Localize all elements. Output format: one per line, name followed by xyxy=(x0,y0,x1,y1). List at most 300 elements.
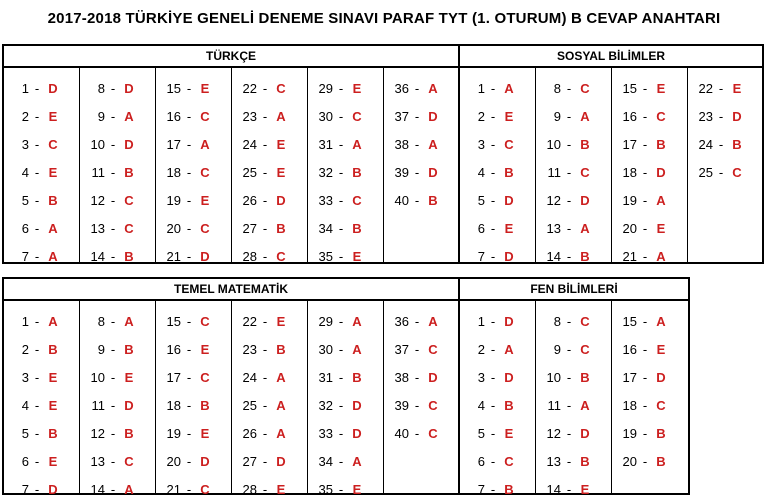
separator-dash: - xyxy=(414,425,420,441)
question-number: 20 xyxy=(166,453,181,469)
answer-item xyxy=(536,363,611,391)
answer-letter: B xyxy=(276,220,286,236)
answer-letter: A xyxy=(580,397,590,413)
question-number: 40 xyxy=(394,425,409,441)
answer-letter: A xyxy=(504,341,514,357)
question-number: 37 xyxy=(394,108,409,124)
separator-dash: - xyxy=(110,192,116,208)
question-number: 18 xyxy=(622,164,637,180)
answer-letter: C xyxy=(352,108,362,124)
answer-item xyxy=(156,242,231,270)
separator-dash: - xyxy=(34,80,40,96)
answer-item xyxy=(156,74,231,102)
answer-item xyxy=(232,158,307,186)
question-number: 3 xyxy=(477,136,485,152)
answer-item xyxy=(612,419,688,447)
answer-item xyxy=(536,130,611,158)
question-number: 39 xyxy=(394,397,409,413)
answer-letter: C xyxy=(732,164,742,180)
question-number: 23 xyxy=(698,108,713,124)
answer-letter: A xyxy=(352,136,362,152)
separator-dash: - xyxy=(338,397,344,413)
separator-dash: - xyxy=(490,369,496,385)
question-number: 33 xyxy=(318,192,333,208)
question-number: 11 xyxy=(547,164,561,180)
answer-item xyxy=(612,307,688,335)
separator-dash: - xyxy=(338,220,344,236)
answer-column xyxy=(308,68,384,262)
answer-item xyxy=(80,475,155,503)
separator-dash: - xyxy=(34,369,40,385)
answer-item xyxy=(4,475,79,503)
separator-dash: - xyxy=(262,108,268,124)
answer-item xyxy=(536,102,611,130)
answer-item xyxy=(612,363,688,391)
answer-item xyxy=(80,158,155,186)
separator-dash: - xyxy=(186,136,192,152)
answer-letter: C xyxy=(580,341,590,357)
answer-item xyxy=(536,391,611,419)
answer-letter: E xyxy=(48,453,58,469)
answer-letter: E xyxy=(48,397,58,413)
answer-letter: C xyxy=(276,80,286,96)
separator-dash: - xyxy=(34,425,40,441)
question-number: 14 xyxy=(90,481,105,497)
answer-letter: A xyxy=(124,108,134,124)
separator-dash: - xyxy=(414,313,420,329)
answer-letter: B xyxy=(656,136,666,152)
answer-letter: A xyxy=(276,108,286,124)
answer-letter: C xyxy=(124,453,134,469)
answer-letter: C xyxy=(504,453,514,469)
separator-dash: - xyxy=(262,136,268,152)
question-number: 12 xyxy=(90,425,105,441)
answer-letter: E xyxy=(200,80,210,96)
question-number: 33 xyxy=(318,425,333,441)
answer-letter: D xyxy=(200,248,210,264)
answer-letter: B xyxy=(504,397,514,413)
answer-letter: A xyxy=(48,248,58,264)
answer-item xyxy=(4,419,79,447)
answer-item xyxy=(308,475,383,503)
question-number: 23 xyxy=(242,341,257,357)
answer-letter: B xyxy=(124,164,134,180)
answer-column xyxy=(4,68,80,262)
question-number: 18 xyxy=(166,164,181,180)
question-number: 9 xyxy=(97,108,105,124)
answer-letter: A xyxy=(276,397,286,413)
answer-letter: E xyxy=(504,425,514,441)
separator-dash: - xyxy=(490,397,496,413)
section-title: SOSYAL BİLİMLER xyxy=(460,46,762,68)
answer-letter: B xyxy=(428,192,438,208)
separator-dash: - xyxy=(490,164,496,180)
question-number: 30 xyxy=(318,108,333,124)
answer-letter: B xyxy=(200,397,210,413)
separator-dash: - xyxy=(262,248,268,264)
question-number: 24 xyxy=(242,136,257,152)
answer-column xyxy=(688,68,764,262)
question-number: 39 xyxy=(394,164,409,180)
answer-letter: E xyxy=(504,108,514,124)
answer-item xyxy=(4,102,79,130)
answer-column xyxy=(612,301,688,493)
answer-letter: D xyxy=(48,80,58,96)
answer-letter: A xyxy=(428,136,438,152)
answer-item xyxy=(80,102,155,130)
separator-dash: - xyxy=(490,248,496,264)
question-number: 5 xyxy=(21,192,29,208)
section-title: TÜRKÇE xyxy=(4,46,458,68)
answer-column xyxy=(232,68,308,262)
question-number: 8 xyxy=(97,80,105,96)
question-number: 19 xyxy=(622,425,637,441)
question-number: 10 xyxy=(546,136,561,152)
separator-dash: - xyxy=(110,425,116,441)
separator-dash: - xyxy=(338,248,344,264)
separator-dash: - xyxy=(34,313,40,329)
answer-letter: A xyxy=(504,80,514,96)
answer-item xyxy=(232,475,307,503)
answer-letter: A xyxy=(48,220,58,236)
question-number: 8 xyxy=(553,80,561,96)
answer-item xyxy=(232,214,307,242)
question-number: 12 xyxy=(546,192,561,208)
question-number: 2 xyxy=(477,108,485,124)
separator-dash: - xyxy=(642,453,648,469)
question-number: 16 xyxy=(166,108,181,124)
answer-item xyxy=(308,307,383,335)
question-number: 18 xyxy=(622,397,637,413)
answer-columns xyxy=(460,68,762,262)
separator-dash: - xyxy=(34,397,40,413)
answer-letter: B xyxy=(732,136,742,152)
question-number: 26 xyxy=(242,425,257,441)
separator-dash: - xyxy=(34,136,40,152)
separator-dash: - xyxy=(642,136,648,152)
answer-letter: E xyxy=(48,108,58,124)
answer-letter: D xyxy=(656,369,666,385)
question-number: 23 xyxy=(242,108,257,124)
answer-item xyxy=(460,242,535,270)
answer-letter: C xyxy=(580,80,590,96)
question-number: 31 xyxy=(318,369,333,385)
answer-letter: A xyxy=(124,313,134,329)
answer-letter: A xyxy=(656,192,666,208)
separator-dash: - xyxy=(186,108,192,124)
answer-item xyxy=(384,391,460,419)
separator-dash: - xyxy=(262,80,268,96)
question-number: 14 xyxy=(546,248,561,264)
separator-dash: - xyxy=(34,192,40,208)
answer-item xyxy=(536,475,611,503)
answer-letter: E xyxy=(276,481,286,497)
answer-letter: C xyxy=(428,397,438,413)
answer-letter: D xyxy=(352,425,362,441)
question-number: 1 xyxy=(477,80,485,96)
separator-dash: - xyxy=(262,220,268,236)
answer-letter: D xyxy=(504,192,514,208)
question-number: 21 xyxy=(622,248,637,264)
question-number: 12 xyxy=(90,192,105,208)
answer-item xyxy=(460,214,535,242)
question-number: 11 xyxy=(91,164,105,180)
question-number: 34 xyxy=(318,220,333,236)
answer-letter: E xyxy=(276,164,286,180)
question-number: 11 xyxy=(547,397,561,413)
answer-item xyxy=(460,74,535,102)
separator-dash: - xyxy=(262,369,268,385)
answer-letter: C xyxy=(200,108,210,124)
answer-column xyxy=(232,301,308,497)
question-number: 7 xyxy=(477,481,485,497)
separator-dash: - xyxy=(414,164,420,180)
separator-dash: - xyxy=(262,425,268,441)
answer-letter: E xyxy=(200,192,210,208)
answer-item xyxy=(612,158,687,186)
answer-letter: A xyxy=(276,369,286,385)
separator-dash: - xyxy=(110,453,116,469)
answer-letter: B xyxy=(504,164,514,180)
question-number: 32 xyxy=(318,397,333,413)
answer-item xyxy=(384,307,460,335)
answer-item xyxy=(308,242,383,270)
answer-letter: A xyxy=(656,313,666,329)
question-number: 3 xyxy=(21,369,29,385)
answer-item xyxy=(612,186,687,214)
answer-item xyxy=(308,447,383,475)
answer-letter: D xyxy=(428,164,438,180)
answer-item xyxy=(612,391,688,419)
answer-letter: D xyxy=(732,108,742,124)
separator-dash: - xyxy=(186,164,192,180)
question-number: 22 xyxy=(698,80,713,96)
answer-letter: C xyxy=(200,481,210,497)
separator-dash: - xyxy=(110,164,116,180)
separator-dash: - xyxy=(490,453,496,469)
separator-dash: - xyxy=(186,425,192,441)
separator-dash: - xyxy=(566,397,572,413)
separator-dash: - xyxy=(186,192,192,208)
answer-item xyxy=(156,307,231,335)
answer-letter: C xyxy=(352,192,362,208)
answer-letter: B xyxy=(276,341,286,357)
answer-letter: E xyxy=(48,369,58,385)
answer-letter: B xyxy=(48,341,58,357)
separator-dash: - xyxy=(566,164,572,180)
answer-item xyxy=(384,419,460,447)
section-temel-matematik xyxy=(2,277,460,495)
question-number: 17 xyxy=(622,369,637,385)
separator-dash: - xyxy=(566,220,572,236)
separator-dash: - xyxy=(34,220,40,236)
answer-letter: C xyxy=(200,313,210,329)
answer-column xyxy=(4,301,80,497)
question-number: 14 xyxy=(546,481,561,497)
answer-letter: B xyxy=(656,453,666,469)
answer-item xyxy=(308,102,383,130)
separator-dash: - xyxy=(642,164,648,180)
section-fen-bilimleri xyxy=(458,277,690,495)
separator-dash: - xyxy=(642,192,648,208)
answer-item xyxy=(460,158,535,186)
answer-item xyxy=(460,447,535,475)
section-title: TEMEL MATEMATİK xyxy=(4,279,458,301)
answer-letter: C xyxy=(200,220,210,236)
answer-letter: E xyxy=(352,248,362,264)
section-turkce xyxy=(2,44,460,264)
separator-dash: - xyxy=(566,481,572,497)
separator-dash: - xyxy=(414,108,420,124)
separator-dash: - xyxy=(338,369,344,385)
answer-letter: B xyxy=(352,220,362,236)
separator-dash: - xyxy=(490,220,496,236)
answer-item xyxy=(156,335,231,363)
answer-letter: D xyxy=(276,453,286,469)
answer-letter: C xyxy=(428,425,438,441)
answer-item xyxy=(232,307,307,335)
answer-item xyxy=(232,335,307,363)
separator-dash: - xyxy=(34,453,40,469)
answer-item xyxy=(80,74,155,102)
answer-item xyxy=(232,242,307,270)
separator-dash: - xyxy=(490,425,496,441)
question-number: 29 xyxy=(318,313,333,329)
answer-letter: C xyxy=(656,397,666,413)
answer-item xyxy=(612,335,688,363)
answer-item xyxy=(4,74,79,102)
answer-item xyxy=(232,363,307,391)
answer-letter: C xyxy=(276,248,286,264)
answer-letter: B xyxy=(352,369,362,385)
answer-item xyxy=(536,307,611,335)
question-number: 2 xyxy=(477,341,485,357)
answer-item xyxy=(460,130,535,158)
answer-column xyxy=(156,68,232,262)
answer-item xyxy=(612,74,687,102)
answer-columns xyxy=(460,301,688,497)
separator-dash: - xyxy=(642,80,648,96)
separator-dash: - xyxy=(718,80,724,96)
question-number: 25 xyxy=(242,164,257,180)
question-number: 38 xyxy=(394,369,409,385)
question-number: 2 xyxy=(21,108,29,124)
answer-item xyxy=(460,335,535,363)
answer-item xyxy=(384,130,460,158)
answer-letter: C xyxy=(200,164,210,180)
question-number: 31 xyxy=(318,136,333,152)
question-number: 13 xyxy=(90,453,105,469)
separator-dash: - xyxy=(414,369,420,385)
separator-dash: - xyxy=(110,248,116,264)
answer-item xyxy=(612,214,687,242)
answer-letter: D xyxy=(124,136,134,152)
answer-letter: E xyxy=(504,220,514,236)
answer-item xyxy=(4,214,79,242)
separator-dash: - xyxy=(718,164,724,180)
question-number: 34 xyxy=(318,453,333,469)
answer-item xyxy=(232,130,307,158)
question-number: 13 xyxy=(546,453,561,469)
separator-dash: - xyxy=(110,369,116,385)
answer-item xyxy=(156,102,231,130)
answer-letter: A xyxy=(200,136,210,152)
question-number: 22 xyxy=(242,313,257,329)
separator-dash: - xyxy=(718,136,724,152)
question-number: 15 xyxy=(166,313,181,329)
question-number: 7 xyxy=(21,248,29,264)
answer-letter: A xyxy=(656,248,666,264)
question-number: 19 xyxy=(622,192,637,208)
answer-letter: C xyxy=(580,164,590,180)
question-number: 32 xyxy=(318,164,333,180)
answer-letter: E xyxy=(200,425,210,441)
answer-item xyxy=(156,391,231,419)
question-number: 2 xyxy=(21,341,29,357)
answer-item xyxy=(4,186,79,214)
answer-item xyxy=(156,363,231,391)
question-number: 13 xyxy=(90,220,105,236)
separator-dash: - xyxy=(338,164,344,180)
answer-item xyxy=(4,130,79,158)
separator-dash: - xyxy=(338,136,344,152)
answer-item xyxy=(156,130,231,158)
separator-dash: - xyxy=(262,164,268,180)
question-number: 38 xyxy=(394,136,409,152)
answer-item xyxy=(232,391,307,419)
answer-item xyxy=(80,363,155,391)
question-number: 9 xyxy=(553,341,561,357)
question-number: 40 xyxy=(394,192,409,208)
answer-letter: D xyxy=(200,453,210,469)
answer-item xyxy=(232,447,307,475)
question-number: 20 xyxy=(622,220,637,236)
separator-dash: - xyxy=(110,220,116,236)
answer-item xyxy=(80,214,155,242)
separator-dash: - xyxy=(338,425,344,441)
question-number: 1 xyxy=(21,313,29,329)
separator-dash: - xyxy=(262,481,268,497)
answer-letter: B xyxy=(504,481,514,497)
answer-letter: E xyxy=(352,80,362,96)
answer-letter: D xyxy=(504,313,514,329)
separator-dash: - xyxy=(34,341,40,357)
answer-item xyxy=(156,447,231,475)
question-number: 8 xyxy=(553,313,561,329)
separator-dash: - xyxy=(34,108,40,124)
question-number: 21 xyxy=(166,248,181,264)
answer-item xyxy=(80,335,155,363)
separator-dash: - xyxy=(186,397,192,413)
answer-item xyxy=(232,419,307,447)
answer-item xyxy=(384,74,460,102)
answer-columns xyxy=(4,68,458,262)
answer-item xyxy=(308,335,383,363)
answer-letter: B xyxy=(580,453,590,469)
answer-letter: C xyxy=(124,192,134,208)
question-number: 6 xyxy=(21,220,29,236)
question-number: 21 xyxy=(166,481,181,497)
answer-letter: D xyxy=(580,192,590,208)
answer-item xyxy=(308,130,383,158)
separator-dash: - xyxy=(566,108,572,124)
question-number: 16 xyxy=(166,341,181,357)
answer-letter: E xyxy=(276,313,286,329)
answer-letter: B xyxy=(580,248,590,264)
answer-letter: B xyxy=(48,425,58,441)
answer-item xyxy=(384,186,460,214)
question-number: 36 xyxy=(394,80,409,96)
